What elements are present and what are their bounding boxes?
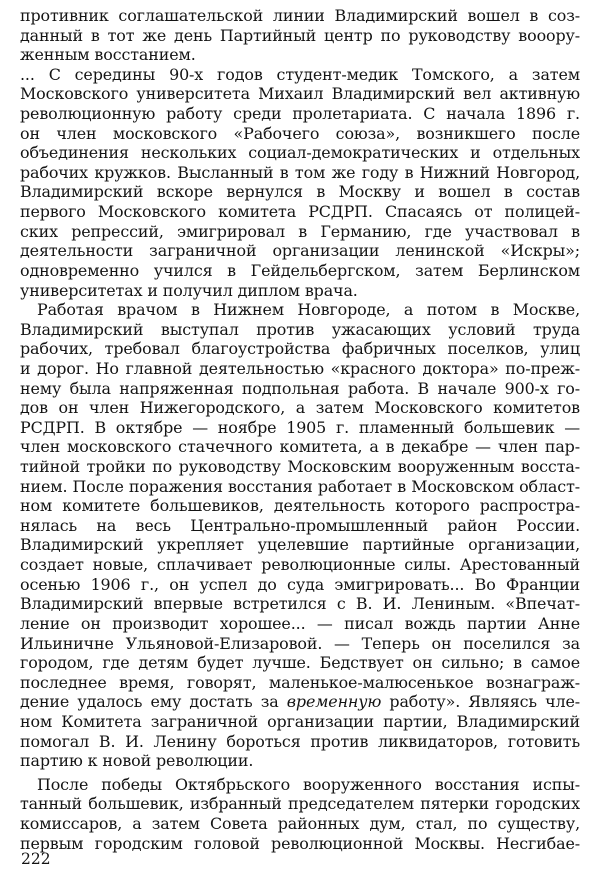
text-line: создает новые, сплачивает революционные силы. Арестованный — [20, 555, 580, 575]
text-line: Ильиничне Ульяновой-Елизаровой. — Теперь он поселился за — [20, 633, 580, 653]
text-line — [20, 692, 580, 712]
text-line: ... С середины 90-х годов студент-медик Томского, а затем — [20, 64, 580, 84]
text-line: первым городским головой революционной Москвы. Несгибае- — [20, 833, 580, 853]
text-line: и дорог. Но главной деятельностью «красного доктора» по-преж- — [20, 358, 580, 378]
page-body — [20, 6, 580, 853]
text-line: одновременно учился в Гейдельбергском, затем Берлинском — [20, 260, 580, 280]
text-line: революционную работу среди пролетариата. С начала 1896 г. — [20, 104, 580, 124]
text-line: данный в тот же день Партийный центр по руководству вооору- — [20, 25, 580, 45]
text-line: После победы Октябрьского вооруженного восстания испы- — [37, 774, 580, 794]
text-line: он член московского «Рабочего союза», возникшего после — [20, 123, 580, 143]
text-line: дов он член Нижегородского, а затем Московского комитетов — [20, 398, 580, 418]
text-line: нием. После поражения восстания работает в Московском област- — [20, 476, 580, 496]
text-line: противник соглашательской линии Владимирский вошел в соз- — [20, 6, 580, 25]
text-line: ном комитете большевиков, деятельность которого распростра- — [20, 496, 580, 516]
text-line: Владимирский укрепляет уцелевшие партийные организации, — [20, 535, 580, 555]
text-line: Московского университета Михаил Владимирский вел активную — [20, 84, 580, 104]
text-line: член московского стачечного комитета, а в декабре — член пар- — [20, 437, 580, 457]
text-line: нялась на весь Центрально-промышленный район России. — [20, 515, 580, 535]
text-line: деятельности заграничной организации ленинской «Искры»; — [20, 241, 580, 261]
text-line: ление он производит хорошее... — писал вождь партии Анне — [20, 613, 580, 633]
text-line: ских репрессий, эмигрировал в Германию, где участвовал в — [20, 221, 580, 241]
text-line: тийной тройки по руководству Московским вооруженным восста- — [20, 457, 580, 477]
text-line: ном Комитета заграничной организации партии, Владимирский — [20, 711, 580, 731]
text-line: первого Московского комитета РСДРП. Спасаясь от полицей- — [20, 202, 580, 222]
text-line: женным восстанием. — [20, 45, 196, 65]
text-line: Работая врачом в Нижнем Новгороде, а потом в Москве, — [37, 300, 580, 320]
text-line: Владимирский вскоре вернулся в Москву и вошел в состав — [20, 182, 580, 202]
text-line: нему была напряженная подпольная работа. В начале 900-х го- — [20, 378, 580, 398]
page-number: 222 — [21, 850, 51, 868]
text-line: рабочих, требовал благоустройства фабричных поселков, улиц — [20, 339, 580, 359]
text-line: помогал В. И. Ленину бороться против ликвидаторов, готовить — [20, 731, 580, 751]
text-line: РСДРП. В октябре — ноябре 1905 г. пламенный большевик — — [20, 417, 580, 437]
text-line: Владимирский выступал против ужасающих условий труда — [20, 319, 580, 339]
text-line: партию к новой революции. — [20, 751, 254, 771]
text-line: Владимирский впервые встретился с В. И. Лениным. «Впечат- — [20, 594, 580, 614]
text-run: работу». Являясь чле- — [381, 692, 580, 712]
text-line: осенью 1906 г., он успел до суда эмигрировать... Во Франции — [20, 574, 580, 594]
italic-run: временную — [286, 692, 382, 712]
text-line: комиссаров, а затем Совета районных дум, стал, по существу, — [20, 813, 580, 833]
text-line: рабочих кружков. Высланный в том же году в Нижний Новгород, — [20, 162, 580, 182]
text-line: городом, где детям будет лучше. Бедствует он сильно; в самое — [20, 653, 580, 673]
text-line: танный большевик, избранный председателем пятерки городских — [20, 794, 580, 814]
text-run: дение удалось ему достать за — [20, 692, 279, 712]
text-line: объединения нескольких социал-демократических и отдельных — [20, 143, 580, 163]
text-line: последнее время, говорят, маленькое-малюсенькое вознаграж- — [20, 672, 580, 692]
text-line: университетах и получил диплом врача. — [20, 280, 358, 300]
